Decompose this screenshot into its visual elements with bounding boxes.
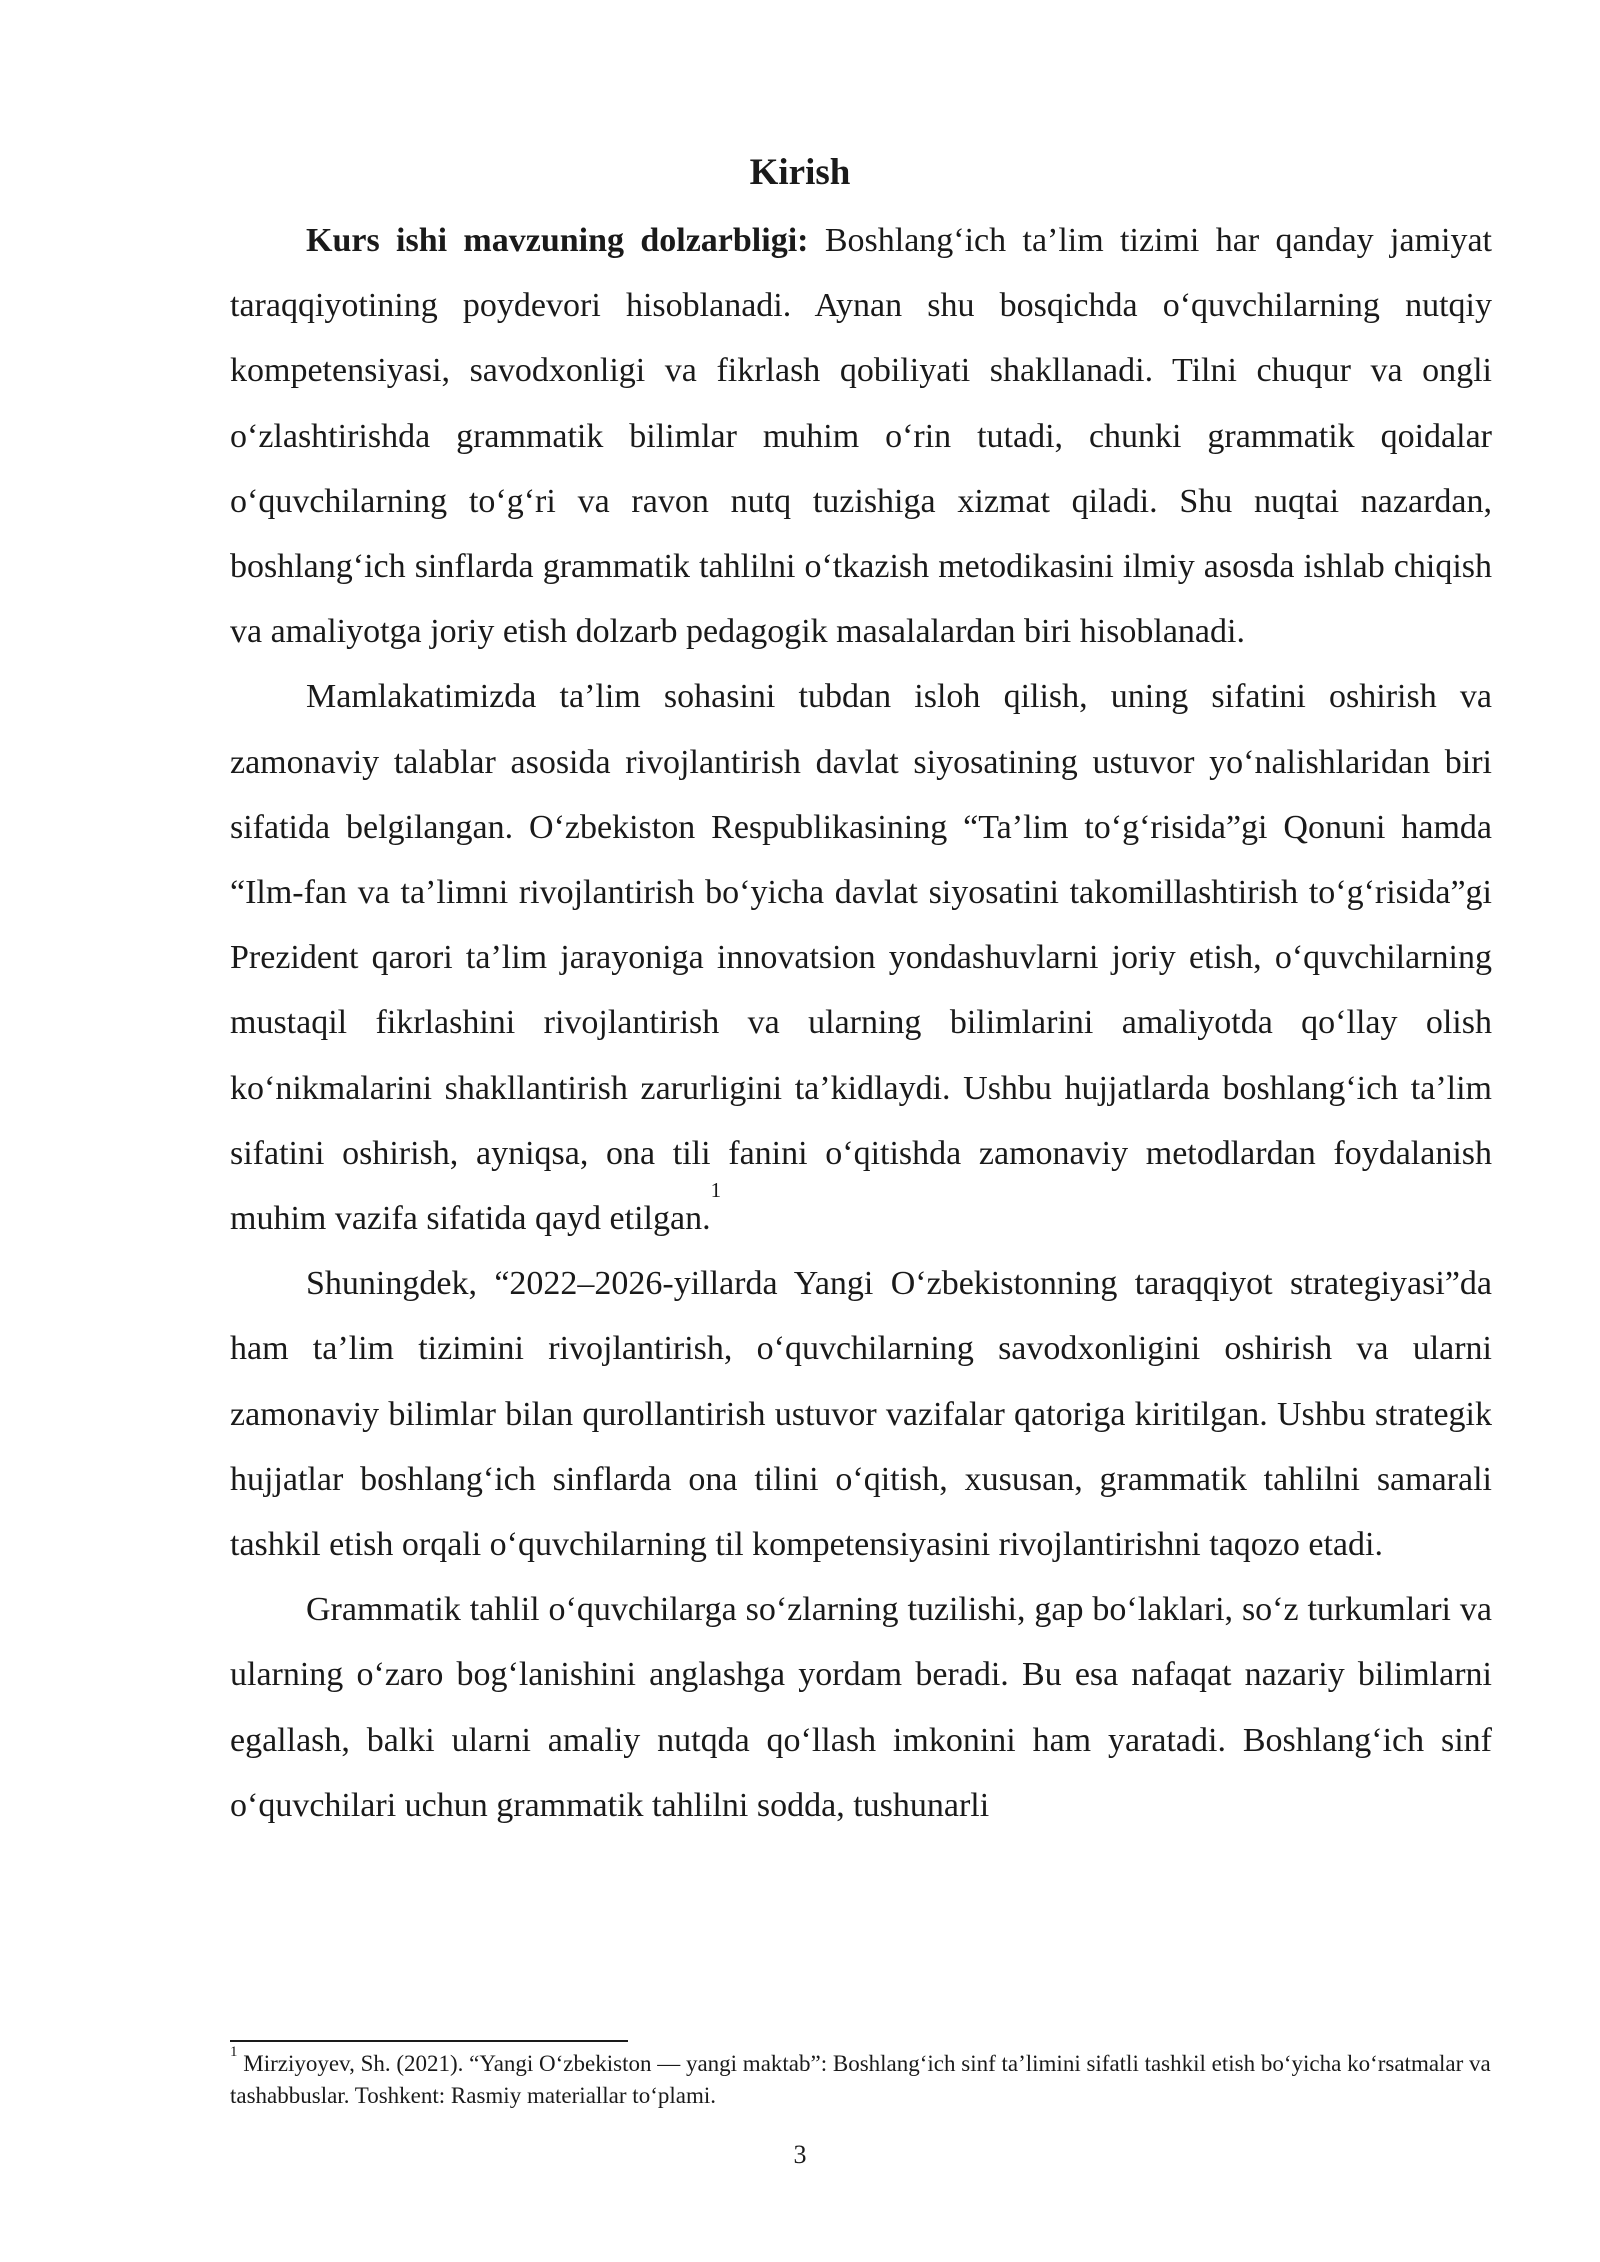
footnote-mark: 1 — [230, 2044, 238, 2060]
footnote-text: Mirziyoyev, Sh. (2021). “Yangi O‘zbekiston — yangi maktab”: Boshlang‘ich sinf ta’limini sifatli tashkil etish bo‘yicha ko‘rsatmalar va tashabbuslar. Toshkent: Rasmiy materiallar to‘plami. — [230, 2051, 1491, 2108]
paragraph-text: Mamlakatimizda ta’lim sohasini tubdan isloh qilish, uning sifatini oshirish va zamonaviy talablar asosida rivojlantirish davlat siyosatining ustuvor yo‘nalishlaridan biri sifatida belgilangan. O‘zbekiston Respublikasining “Ta’lim to‘g‘risida”gi Qonuni hamda “Ilm-fan va ta’limni rivojlantirish bo‘yicha davlat siyosatini takomillashtirish to‘g‘risida”gi Prezident qarori ta’lim jarayoniga innovatsion yondashuvlarni joriy etish, o‘quvchilarning mustaqil fikrlashini rivojlantirish va ularning bilimlarini amaliyotda qo‘llay olish ko‘nikmalarini shakllantirish zarurligini ta’kidlaydi. Ushbu hujjatlarda boshlang‘ich ta’lim sifatini oshirish, ayniqsa, ona tili fanini o‘qitishda zamonaviy metodlardan foydalanish muhim vazifa sifatida qayd etilgan. — [230, 678, 1492, 1238]
section-heading: Kirish — [749, 152, 851, 193]
paragraph-grammar-analysis — [230, 1577, 1492, 1838]
paragraph-text: Grammatik tahlil o‘quvchilarga so‘zlarning tuzilishi, gap bo‘laklari, so‘z turkumlari va ularning o‘zaro bog‘lanishini anglashga yordam beradi. Bu esa nafaqat nazariy bilimlarni egallash, balki ularni amaliy nutqda qo‘llash imkonini ham yaratadi. Boshlang‘ich sinf o‘quvchilari uchun grammatik tahlilni sodda, tushunarli — [230, 1591, 1492, 1824]
paragraph-lead-in: Kurs ishi mavzuning dolzarbligi: — [306, 222, 809, 259]
body-text — [230, 208, 1492, 1838]
paragraph-text: Shuningdek, “2022–2026-yillarda Yangi O‘zbekistonning taraqqiyot strategiyasi”da ham ta’lim tizimini rivojlantirish, o‘quvchilarning savodxonligini oshirish va ularni zamonaviy bilimlar bilan qurollantirish ustuvor vazifalar qatoriga kiritilgan. Ushbu strategik hujjatlar boshlang‘ich sinflarda ona tilini o‘qitish, xususan, grammatik tahlilni samarali tashkil etish orqali o‘quvchilarning til kompetensiyasini rivojlantirishni taqozo etadi. — [230, 1265, 1492, 1564]
footnote — [230, 2044, 1492, 2112]
footnote-reference[interactable]: 1 — [710, 1178, 722, 1203]
paragraph-text: Boshlang‘ich ta’lim tizimi har qanday jamiyat taraqqiyotining poydevori hisoblanadi. Aynan shu bosqichda o‘quvchilarning nutqiy kompetensiyasi, savodxonligi va fikrlash qobiliyati shakllanadi. Tilni chuqur va ongli o‘zlashtirishda grammatik bilimlar muhim o‘rin tutadi, chunki grammatik qoidalar o‘quvchilarning to‘g‘ri va ravon nutq tuzishiga xizmat qiladi. Shu nuqtai nazardan, boshlang‘ich sinflarda grammatik tahlilni o‘tkazish metodikasini ilmiy asosda ishlab chiqish va amaliyotga joriy etish dolzarb pedagogik masalalardan biri hisoblanadi. — [230, 222, 1493, 651]
page-number: 3 — [793, 2140, 807, 2169]
paragraph-relevance — [230, 208, 1492, 664]
paragraph-strategy — [230, 1251, 1492, 1577]
paragraph-legislation — [230, 664, 1492, 1251]
footnote-separator — [230, 2040, 628, 2042]
